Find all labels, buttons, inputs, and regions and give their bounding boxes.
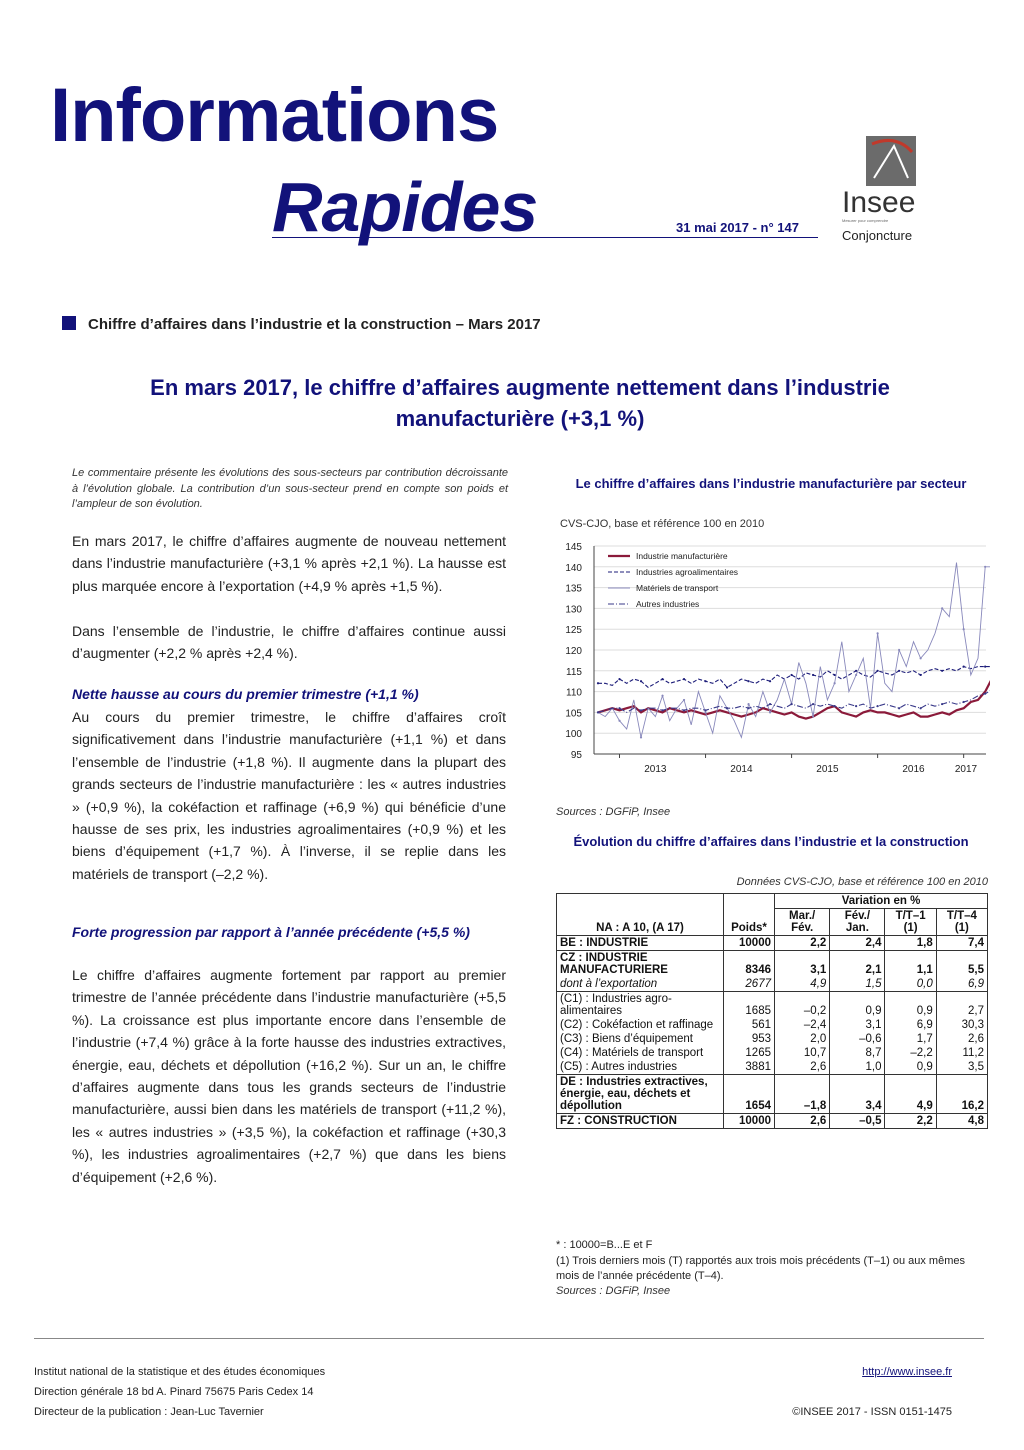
table-cell-t1: 6,9: [885, 1018, 936, 1032]
data-point: [618, 720, 620, 722]
table-row: [557, 936, 988, 951]
data-point: [855, 705, 857, 707]
table-cell-mar: 4,9: [775, 977, 830, 992]
data-point: [898, 649, 900, 651]
table-row: [557, 1060, 988, 1075]
data-point: [855, 670, 857, 672]
y-tick-label: 120: [565, 646, 582, 657]
table-footnote-1: * : 10000=B...E et F: [556, 1239, 653, 1251]
logo-name: Insee: [842, 186, 916, 219]
paragraph-3: Au cours du premier trimestre, le chiffre d’affaires croît significativement dans l’industrie manufacturière (+1,1 %) et dans l’ensemble de l’industrie (+1,8 %). Il augmente dans la plupart des grands secteurs de l’industrie manufacturière : les « autres industries » (+0,9 %), la cokéfaction et raffinage (+6,9 %) qui bénéficie d’une hausse de ses prix, les industries agroalimentaires (+0,9 %) et les biens d’équipement (+1,7 %). À l’inverse, il se replie dans les matériels de transport (–2,2 %).: [72, 709, 506, 882]
table-cell-poids: 953: [724, 1032, 775, 1046]
data-point: [898, 670, 900, 672]
col-header-t1: T/T–1 (1): [885, 909, 936, 936]
data-point: [683, 709, 685, 711]
table-cell-t1: 2,2: [885, 1114, 936, 1129]
data-point: [920, 657, 922, 659]
table-cell-t4: 16,2: [936, 1075, 987, 1114]
data-point: [834, 705, 836, 707]
data-point: [747, 703, 749, 705]
data-point: [640, 709, 642, 711]
table-cell-t1: 4,9: [885, 1075, 936, 1114]
table-note: Données CVS-CJO, base et référence 100 en 2010: [736, 876, 988, 888]
table-cell-label: (C5) : Autres industries: [557, 1060, 724, 1075]
table-cell-t1: 0,9: [885, 1060, 936, 1075]
data-point: [920, 674, 922, 676]
table-cell-label: DE : Industries extractives, énergie, eau, déchets et dépollution: [557, 1075, 724, 1114]
data-point: [726, 707, 728, 709]
footer-institute: Institut national de la statistique et des études économiques: [34, 1366, 326, 1378]
y-tick-label: 95: [570, 750, 582, 761]
data-point: [855, 674, 857, 676]
data-point: [790, 703, 792, 705]
subheading-2: Forte progression par rapport à l’année précédente (+5,5 %): [72, 924, 470, 940]
x-tick-label: 2016: [902, 764, 925, 775]
table-cell-poids: 8346: [724, 951, 775, 978]
table-cell-t4: 5,5: [936, 951, 987, 978]
data-point: [877, 632, 879, 634]
table-cell-fev: 1,0: [830, 1060, 885, 1075]
data-point: [963, 701, 965, 703]
legend-label: Autres industries: [636, 599, 700, 609]
data-point: [683, 678, 685, 680]
chart-note: CVS-CJO, base et référence 100 en 2010: [560, 518, 765, 530]
data-point: [898, 707, 900, 709]
table-cell-fev: 2,4: [830, 936, 885, 951]
data-point: [704, 711, 706, 713]
table-cell-poids: 1265: [724, 1046, 775, 1060]
data-point: [812, 674, 814, 676]
table-cell-fev: 3,4: [830, 1075, 885, 1114]
table-row: [557, 992, 988, 1019]
table-cell-label: (C2) : Cokéfaction et raffinage: [557, 1018, 724, 1032]
table-cell-t4: 7,4: [936, 936, 987, 951]
y-tick-label: 125: [565, 625, 582, 637]
data-point: [618, 678, 620, 680]
table-cell-t1: –2,2: [885, 1046, 936, 1060]
data-table: [556, 893, 988, 1129]
col-header-variation: Variation en %: [775, 894, 988, 909]
table-cell-poids: 3881: [724, 1060, 775, 1075]
table-row: [557, 1032, 988, 1046]
table-cell-mar: 2,6: [775, 1060, 830, 1075]
footer-copyright: ©INSEE 2017 - ISSN 0151-1475: [792, 1406, 952, 1418]
data-point: [877, 705, 879, 707]
table-cell-label: (C1) : Industries agro-alimentaires: [557, 992, 724, 1019]
col-header-t4: T/T–4 (1): [936, 909, 987, 936]
table-cell-label: FZ : CONSTRUCTION: [557, 1114, 724, 1129]
data-point: [661, 695, 663, 697]
data-point: [877, 670, 879, 672]
table-cell-fev: 2,1: [830, 951, 885, 978]
data-point: [941, 607, 943, 609]
table-cell-fev: 8,7: [830, 1046, 885, 1060]
masthead-title: Informations: [50, 73, 499, 158]
table-cell-t1: 1,8: [885, 936, 936, 951]
table-cell-mar: –1,8: [775, 1075, 830, 1114]
y-tick-label: 110: [566, 687, 582, 699]
data-point: [834, 682, 836, 684]
table-row: [557, 1114, 988, 1129]
data-point: [747, 680, 749, 682]
data-point: [704, 680, 706, 682]
data-point: [984, 566, 986, 568]
table-title: Évolution du chiffre d’affaires dans l’industrie et la construction: [573, 834, 969, 849]
data-point: [640, 736, 642, 738]
table-cell-t4: 30,3: [936, 1018, 987, 1032]
data-point: [597, 682, 599, 684]
table-cell-t4: 2,7: [936, 992, 987, 1019]
table-cell-mar: –2,4: [775, 1018, 830, 1032]
table-cell-t1: 1,7: [885, 1032, 936, 1046]
table-cell-poids: 10000: [724, 1114, 775, 1129]
masthead-subtitle: Rapides: [272, 168, 538, 246]
col-header-na: NA : A 10, (A 17): [557, 894, 724, 936]
table-cell-fev: 3,1: [830, 1018, 885, 1032]
table-cell-poids: 2677: [724, 977, 775, 992]
subheading-1: Nette hausse au cours du premier trimestre (+1,1 %): [72, 686, 419, 702]
series-line-2: [598, 667, 990, 688]
table-cell-t4: 11,2: [936, 1046, 987, 1060]
table-cell-poids: 1654: [724, 1075, 775, 1114]
table-cell-t1: 1,1: [885, 951, 936, 978]
y-tick-label: 115: [566, 666, 582, 678]
chart-source: Sources : DGFiP, Insee: [556, 806, 671, 818]
data-point: [984, 693, 986, 695]
footer-director: Directeur de la publication : Jean-Luc Tavernier: [34, 1406, 264, 1418]
table-footnote-2: (1) Trois derniers mois (T) rapportés aux trois mois précédents (T–1) ou aux mêmes mois de l’année précédente (T–4).: [556, 1255, 965, 1282]
legend-label: Industrie manufacturière: [636, 551, 728, 561]
data-point: [683, 699, 685, 701]
issue-number: 31 mai 2017 - n° 147: [676, 220, 799, 235]
footer-url-link[interactable]: http://www.insee.fr: [862, 1366, 952, 1378]
data-point: [704, 709, 706, 711]
data-point: [640, 680, 642, 682]
x-tick-label: 2015: [816, 764, 839, 775]
y-tick-label: 140: [565, 562, 582, 574]
footer-rule: [34, 1338, 984, 1339]
y-tick-label: 135: [565, 583, 582, 595]
headline: En mars 2017, le chiffre d’affaires augmente nettement dans l’industrie manufacturière (+3,1 %): [150, 375, 890, 431]
y-tick-label: 130: [565, 604, 582, 616]
table-source: Sources : DGFiP, Insee: [556, 1285, 671, 1297]
table-cell-t4: 4,8: [936, 1114, 987, 1129]
data-point: [920, 707, 922, 709]
col-header-fev: Fév./ Jan.: [830, 909, 885, 936]
masthead-rule: [272, 237, 818, 238]
x-tick-label: 2017: [954, 764, 978, 775]
data-point: [769, 711, 771, 713]
table-cell-t4: 3,5: [936, 1060, 987, 1075]
x-tick-label: 2014: [730, 764, 753, 775]
chart-title: Le chiffre d’affaires dans l’industrie manufacturière par secteur: [575, 476, 967, 491]
table-cell-mar: 3,1: [775, 951, 830, 978]
table-cell-label: CZ : INDUSTRIE MANUFACTURIERE: [557, 951, 724, 978]
table-row: [557, 1046, 988, 1060]
intro-note: Le commentaire présente les évolutions des sous-secteurs par contribution décroissante à l’évolution globale. La contribution d’un sous-secteur prend en compte son poids et l’ampleur de son évolution.: [72, 467, 508, 510]
table-cell-label: (C4) : Matériels de transport: [557, 1046, 724, 1060]
table-cell-label: dont à l’exportation: [557, 977, 724, 992]
subject-line: [62, 316, 541, 333]
legend-label: Industries agroalimentaires: [636, 567, 739, 577]
y-tick-label: 100: [565, 729, 582, 741]
data-point: [834, 674, 836, 676]
paragraph-4: Le chiffre d’affaires augmente fortement par rapport au premier trimestre de l’année précédente dans l’industrie manufacturière (+5,5 %). La croissance est plus importante encore dans l’ensemble de l’industrie (+7,4 %) grâce à la forte hausse des industries extractives, énergie, eau, déchets et dépollution (+16,2 %). Sur un an, le chiffre d’affaires augmente dans tous les grands secteurs de l’industrie manufacturière, aussi bien dans les matériels de transport (+11,2 %), les « autres industries » (+3,5 %), la cokéfaction et raffinage (+30,3 %), les industries agroalimentaires (+2,7 %) que dans les biens d’équipement (+2,6 %).: [72, 967, 506, 1185]
series-line-4: [598, 690, 990, 713]
y-tick-label: 145: [565, 542, 582, 553]
table-cell-fev: 0,9: [830, 992, 885, 1019]
data-point: [984, 666, 986, 668]
square-bullet-icon: [62, 316, 76, 330]
footer-address: Direction générale 18 bd A. Pinard 75675 Paris Cedex 14: [34, 1386, 314, 1398]
table-row: [557, 951, 988, 978]
table-cell-mar: 2,2: [775, 936, 830, 951]
table-cell-mar: 2,6: [775, 1114, 830, 1129]
logo-tagline: Mesurer pour comprendre: [842, 218, 889, 223]
table-cell-poids: 561: [724, 1018, 775, 1032]
line-chart: [550, 536, 990, 786]
x-tick-label: 2013: [644, 764, 667, 775]
paragraph-1: En mars 2017, le chiffre d’affaires augmente de nouveau nettement dans l’industrie manufacturière (+3,1 % après +2,1 %). La hausse est plus marquée encore à l’exportation (+4,9 % après +1,5 %).: [72, 533, 506, 594]
table-row: [557, 1075, 988, 1114]
data-point: [769, 680, 771, 682]
logo-mark-icon: [866, 136, 916, 186]
table-cell-mar: 10,7: [775, 1046, 830, 1060]
data-point: [812, 715, 814, 717]
insee-logo[interactable]: [836, 132, 936, 252]
col-header-mar: Mar./ Fév.: [775, 909, 830, 936]
table-cell-mar: –0,2: [775, 992, 830, 1019]
data-point: [963, 666, 965, 668]
data-point: [963, 628, 965, 630]
legend-label: Matériels de transport: [636, 583, 719, 593]
table-cell-label: BE : INDUSTRIE: [557, 936, 724, 951]
table-row: [557, 977, 988, 992]
table-cell-t4: 6,9: [936, 977, 987, 992]
y-tick-label: 105: [565, 708, 582, 720]
table-row: [557, 1018, 988, 1032]
table-cell-fev: –0,5: [830, 1114, 885, 1129]
table-cell-poids: 10000: [724, 936, 775, 951]
table-cell-label: (C3) : Biens d’équipement: [557, 1032, 724, 1046]
data-point: [618, 707, 620, 709]
table-cell-fev: –0,6: [830, 1032, 885, 1046]
paragraph-2: Dans l’ensemble de l’industrie, le chiffre d’affaires continue aussi d’augmenter (+2,2 % après +2,4 %).: [72, 623, 506, 662]
data-point: [941, 703, 943, 705]
table-cell-t1: 0,0: [885, 977, 936, 992]
table-cell-fev: 1,5: [830, 977, 885, 992]
data-point: [790, 674, 792, 676]
table-cell-mar: 2,0: [775, 1032, 830, 1046]
table-cell-t1: 0,9: [885, 992, 936, 1019]
table-cell-t4: 2,6: [936, 1032, 987, 1046]
data-point: [812, 703, 814, 705]
col-header-poids: Poids*: [724, 894, 775, 936]
data-point: [941, 670, 943, 672]
data-point: [726, 686, 728, 688]
data-point: [597, 711, 599, 713]
subject-text: Chiffre d’affaires dans l’industrie et la construction – Mars 2017: [88, 316, 541, 333]
data-point: [661, 678, 663, 680]
data-point: [747, 707, 749, 709]
data-point: [661, 709, 663, 711]
table-cell-poids: 1685: [724, 992, 775, 1019]
data-point: [769, 703, 771, 705]
logo-sub: Conjoncture: [842, 228, 913, 243]
